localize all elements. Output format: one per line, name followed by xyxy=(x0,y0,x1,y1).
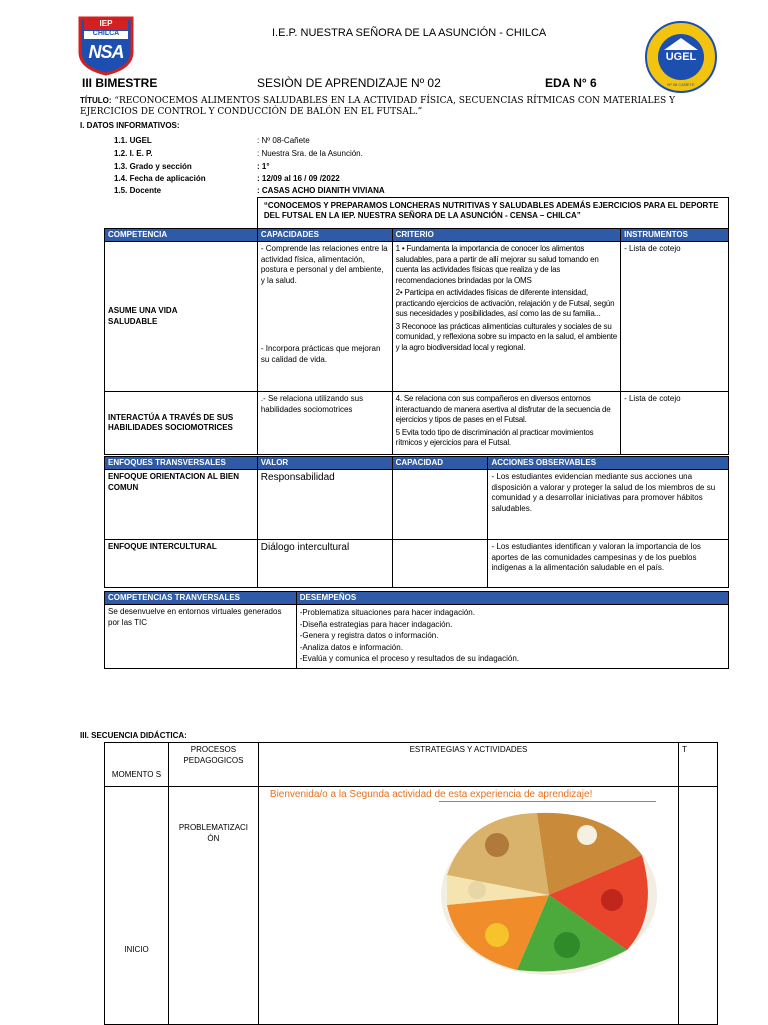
header-estrategias: ESTRATEGIAS Y ACTIVIDADES xyxy=(258,743,678,787)
criterio-1 xyxy=(392,242,620,392)
header-procesos: PROCESOS PEDAGOGICOS xyxy=(168,743,258,787)
criterio-2a: 4. Se relaciona con sus compañeros en diversos entornos interactuando de manera asertiva al disfrutar de la secuencia de ejercicios y tipos de pases en el Futsal. xyxy=(395,394,611,424)
criterio-1a: 1 • Fundamenta la importancia de conocer los alimentos saludables, para a partir de allí mejorar su salud tomando en cuenta las actividades físicas que realiza y de las recomendaciones brindadas por la OMS xyxy=(395,244,599,285)
datos-value-3: : 1° xyxy=(257,162,270,171)
datos-label-5: 1.5. Docente xyxy=(114,186,162,195)
criterio-1c: 3 Reconoce las prácticas alimenticias culturales y sociales de su comunidad, y reflexiona sobre su impacto en la salud, el ambiente y la agro biodiversidad local y regional. xyxy=(395,321,617,352)
datos-value-1: : Nº 08-Cañete xyxy=(257,136,310,145)
capacidades-1 xyxy=(257,242,392,392)
ugel-logo-text: UGEL xyxy=(665,51,697,63)
header-criterio: CRITERIO xyxy=(392,229,620,242)
titulo-text1: “RECONOCEMOS ALIMENTOS SALUDABLES EN LA ACTIVIDAD FÍSICA, SECUENCIAS RÍTMICAS CON MATERIALES Y xyxy=(111,96,676,106)
capacidad-2 xyxy=(392,540,488,588)
header-valor: VALOR xyxy=(257,457,392,470)
capacidad-1a: - Comprende las relaciones entre la actividad física, alimentación, postura e personal y del ambiente, y la salud. xyxy=(260,244,388,285)
logo-middle-text: CHILCA xyxy=(92,30,120,37)
criterio-1b: 2• Participa en actividades físicas de diferente intensidad, practicando ejercicios de activación, relajación y de Futsal, según sus necesidades y posibilidades, así como las de su familia... xyxy=(395,288,615,318)
header-enfoques: ENFOQUES TRANSVERSALES xyxy=(105,457,258,470)
bienvenida-text: Bienvenida/o a la Segunda actividad de esta experiencia de aprendizaje! xyxy=(269,789,593,800)
desempeno-1: -Problematiza situaciones para hacer indagación. xyxy=(299,608,475,617)
desempeno-4: -Analiza datos e información. xyxy=(299,642,403,652)
secuencia-table xyxy=(104,742,718,1025)
datos-heading: I. DATOS INFORMATIVOS: xyxy=(80,121,180,130)
momento-inicio-label: INICIO xyxy=(124,945,149,955)
capacidades-2: .- Se relaciona utilizando sus habilidades sociomotrices xyxy=(257,392,392,455)
competencia-2-text: INTERACTÚA A TRAVÉS DE SUS HABILIDADES SOCIOMOTRICES xyxy=(108,412,234,432)
proceso-label: PROBLEMATIZACI ÓN xyxy=(178,823,249,843)
instrumento-2: - Lista de cotejo xyxy=(621,392,729,455)
titulo-label: TÍTULO: xyxy=(80,96,112,105)
main-table xyxy=(104,197,729,455)
datos-value-4: : 12/09 al 16 / 09 /2022 xyxy=(257,174,340,183)
valor-1: Responsabilidad xyxy=(257,470,392,540)
secuencia-heading: III. SECUENCIA DIDÁCTICA: xyxy=(80,731,187,740)
desempeno-3: -Genera y registra datos o información. xyxy=(299,631,439,640)
datos-label-1: 1.1. UGEL xyxy=(114,136,152,145)
estrategias-cell xyxy=(258,787,678,1025)
header-capacidad: CAPACIDAD xyxy=(392,457,488,470)
blank-cell xyxy=(105,198,258,229)
titulo-line1 xyxy=(80,95,675,107)
competencia-1 xyxy=(105,242,258,392)
ugel-logo xyxy=(644,20,718,94)
capacidad-1b: - Incorpora prácticas que mejoran su calidad de vida. xyxy=(260,344,381,364)
transversales-table xyxy=(104,591,729,669)
bimestre-label: III BIMESTRE xyxy=(82,76,158,90)
logo-top-text: IEP xyxy=(99,19,113,28)
competencia-2 xyxy=(105,392,258,455)
criterio-2b: 5 Evita todo tipo de discriminación al practicar movimientos rítmicos y ejercicios para el Futsal. xyxy=(395,427,594,447)
enfoque-1: ENFOQUE ORIENTACION AL BIEN COMUN xyxy=(105,470,258,540)
datos-label-4: 1.4. Fecha de aplicación xyxy=(114,174,206,183)
eda-label: EDA N° 6 xyxy=(545,76,597,90)
criterio-2 xyxy=(392,392,620,455)
datos-value-5: : CASAS ACHO DIANITH VIVIANA xyxy=(257,186,385,195)
header-comp-transversales: COMPETENCIAS TRANVERSALES xyxy=(105,592,297,605)
header-desempenos: DESEMPEÑOS xyxy=(296,592,728,605)
momento-inicio xyxy=(105,787,169,1025)
school-title: I.E.P. NUESTRA SEÑORA DE LA ASUNCIÓN - CHILCA xyxy=(272,27,547,39)
logo-bottom-text: NSA xyxy=(88,42,124,62)
sesion-label: SESIÒN DE APRENDIZAJE Nº 02 xyxy=(257,76,441,90)
enfoques-table xyxy=(104,456,729,588)
datos-label-2: 1.2. I. E. P. xyxy=(114,149,153,158)
bienvenida-underline xyxy=(439,801,656,802)
proceso-problematizacion xyxy=(168,787,258,1025)
datos-label-3: 1.3. Grado y sección xyxy=(114,162,192,171)
tiempo-cell xyxy=(679,787,718,1025)
datos-value-2: : Nuestra Sra. de la Asunción. xyxy=(257,149,363,158)
header-instrumentos: INSTRUMENTOS xyxy=(621,229,729,242)
accion-2: - Los estudiantes identifican y valoran la importancia de los aportes de las comunidades campesinas y de los pueblos indígenas a la alimentación saludable en el país. xyxy=(488,540,729,588)
desempenos-list xyxy=(296,605,728,669)
desempeno-2: -Diseña estrategias para hacer indagación. xyxy=(299,619,453,629)
header-acciones: ACCIONES OBSERVABLES xyxy=(488,457,729,470)
header-tiempo: T xyxy=(679,743,718,787)
desempeno-5: -Evalúa y comunica el proceso y resultados de su indagación. xyxy=(299,654,519,663)
titulo-line2: EJERCICIOS DE CONTROL Y CONDUCCIÓN DE BALÓN EN EL FUTSAL.” xyxy=(80,107,423,117)
enfoque-2: ENFOQUE INTERCULTURAL xyxy=(105,540,258,588)
comp-transversal: Se desenvuelve en entornos virtuales generados por las TIC xyxy=(105,605,297,669)
competencia-1-text: ASUME UNA VIDA SALUDABLE xyxy=(108,306,178,326)
capacidad-1 xyxy=(392,470,488,540)
ugel-logo-small: Nº 08 CAÑETE xyxy=(667,82,695,87)
school-logo xyxy=(76,14,136,76)
accion-1: - Los estudiantes evidencian mediante sus acciones una disposición a valorar y proteger la salud de los miembros de su comunidad y a desarrollar iniciativas para promover hábitos saludables. xyxy=(488,470,729,540)
header-capacidades: CAPACIDADES xyxy=(257,229,392,242)
proposito-cell: “CONOCEMOS Y PREPARAMOS LONCHERAS NUTRITIVAS Y SALUDABLES ADEMÁS EJERCICIOS PARA EL DEPORTE DEL FUTSAL EN LA IEP. NUESTRA SEÑORA DE LA ASUNCIÓN - CENSA – CHILCA” xyxy=(257,198,728,229)
instrumento-1: - Lista de cotejo xyxy=(621,242,729,392)
header-competencia: COMPETENCIA xyxy=(105,229,258,242)
header-momentos: MOMENTO S xyxy=(105,743,169,787)
healthy-food-image xyxy=(437,805,661,979)
valor-2: Diálogo intercultural xyxy=(257,540,392,588)
